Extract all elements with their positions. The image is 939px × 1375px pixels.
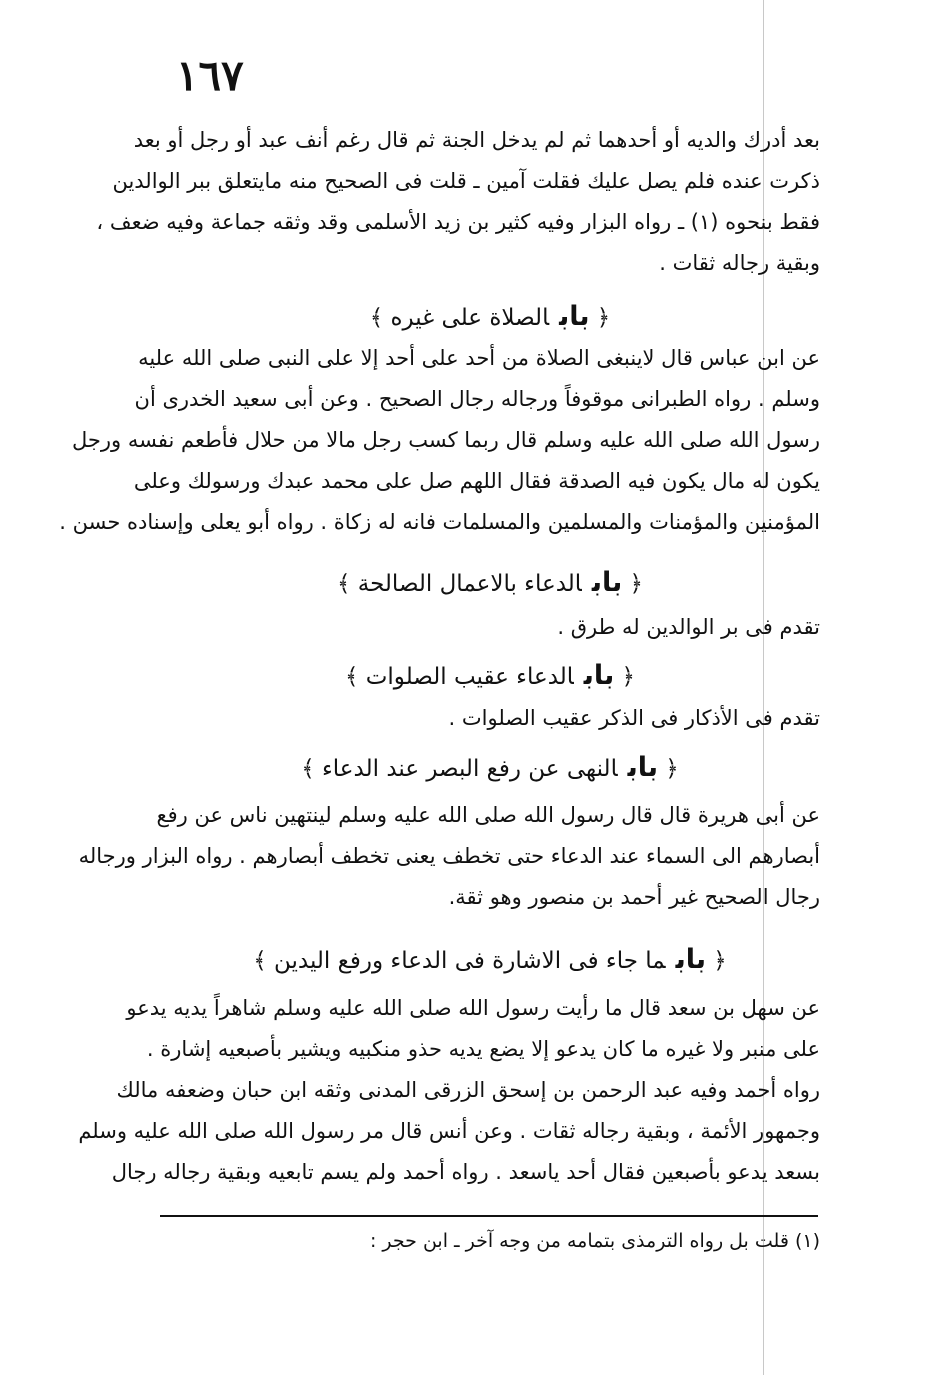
text-line: وسلم . رواه الطبرانى موقوفاً ورجاله رجال الصحيح . وعن أبى سعيد الخدرى أن [134, 387, 820, 411]
section-paragraph [59, 338, 820, 543]
intro-paragraph [96, 120, 820, 284]
text-line: على منبر ولا غيره ما كان يدعو إلا يضع يديه حذو منكبيه ويشير بأصبعيه إشارة . [146, 1037, 820, 1061]
bab-word: باب [627, 752, 658, 783]
text-line: المؤمنين والمؤمنات والمسلمين والمسلمات فانه له زكاة . رواه أبو يعلى وإسناده حسن . [59, 510, 820, 534]
text-line: عن سهل بن سعد قال ما رأيت رسول الله صلى الله عليه وسلم شاهراً يديه يدعو [126, 996, 820, 1020]
heading-title: الدعاء بالاعمال الصالحة [357, 571, 582, 597]
section-heading: ﴿ بابالصلاة على غيره ﴾ [369, 301, 611, 332]
bab-word: باب [583, 660, 615, 691]
bab-word: باب [559, 301, 590, 332]
page-number: ١٦٧ [176, 51, 244, 100]
heading-title: الدعاء عقيب الصلوات [365, 664, 574, 690]
footnote: (١) قلت بل رواه الترمذى بتمامه من وجه آخر ـ ابن حجر : [369, 1230, 820, 1252]
text-line: بعد أدرك والديه أو أحدهما ثم لم يدخل الجنة ثم قال رغم أنف عبد أو رجل أو بعد [133, 128, 820, 152]
footnote-divider [160, 1215, 818, 1217]
heading-title: النهى عن رفع البصر عند الدعاء [321, 756, 618, 782]
text-line: ذكرت عنده فلم يصل عليك فقلت آمين ـ قلت فى الصحيح منه مايتعلق ببر الوالدين [112, 169, 820, 193]
text-line: عن ابن عباس قال لاينبغى الصلاة من أحد على أحد إلا على النبى صلى الله عليه [138, 346, 820, 370]
text-line: عن أبى هريرة قال قال رسول الله صلى الله عليه وسلم لينتهين ناس عن رفع [156, 803, 820, 827]
section-heading: ﴿ بابما جاء فى الاشارة فى الدعاء ورفع اليدين ﴾ [253, 944, 727, 975]
text-line: أبصارهم الى السماء عند الدعاء حتى تخطف يعنى تخطف أبصارهم . رواه البزار ورجاله [78, 844, 820, 868]
heading-title: ما جاء فى الاشارة فى الدعاء ورفع اليدين [273, 948, 666, 974]
bab-word: باب [675, 944, 706, 975]
text-line: تقدم فى بر الوالدين له طرق . [557, 615, 820, 639]
text-line: رسول الله صلى الله عليه وسلم قال ربما كسب رجل مالا من حلال فأطعم نفسه ورجل [71, 428, 820, 452]
text-line: وجمهور الأئمة ، وبقية رجاله ثقات . وعن أنس قال مر رسول الله صلى الله عليه وسلم [78, 1119, 820, 1143]
text-line: يكون له مال يكون فيه الصدقة فقال اللهم صل على محمد عبدك ورسولك وعلى [133, 469, 820, 493]
text-line: تقدم فى الأذكار فى الذكر عقيب الصلوات . [448, 706, 820, 730]
section-heading: ﴿ بابالنهى عن رفع البصر عند الدعاء ﴾ [301, 752, 679, 783]
section-paragraph [78, 988, 820, 1193]
heading-title: الصلاة على غيره [390, 305, 550, 331]
section-heading: ﴿ بابالدعاء بالاعمال الصالحة ﴾ [336, 567, 644, 598]
section-paragraph [160, 698, 820, 739]
text-line: رواه أحمد وفيه عبد الرحمن بن إسحق الزرقى المدنى وثقه ابن حبان وضعفه مالك [116, 1078, 820, 1102]
text-line: رجال الصحيح غير أحمد بن منصور وهو ثقة. [448, 885, 820, 909]
text-line: وبقية رجاله ثقات . [659, 251, 820, 275]
bab-word: باب [591, 567, 623, 598]
text-line: فقط بنحوه (١) ـ رواه البزار وفيه كثير بن زيد الأسلمى وقد وثقه جماعة وفيه ضعف ، [96, 210, 820, 234]
section-paragraph [160, 607, 820, 648]
text-line: بسعد يدعو بأصبعين فقال أحد ياسعد . رواه أحمد ولم يسم تابعيه وبقية رجاله رجال [111, 1160, 820, 1184]
section-paragraph [78, 795, 820, 918]
section-heading: ﴿ بابالدعاء عقيب الصلوات ﴾ [344, 660, 636, 691]
